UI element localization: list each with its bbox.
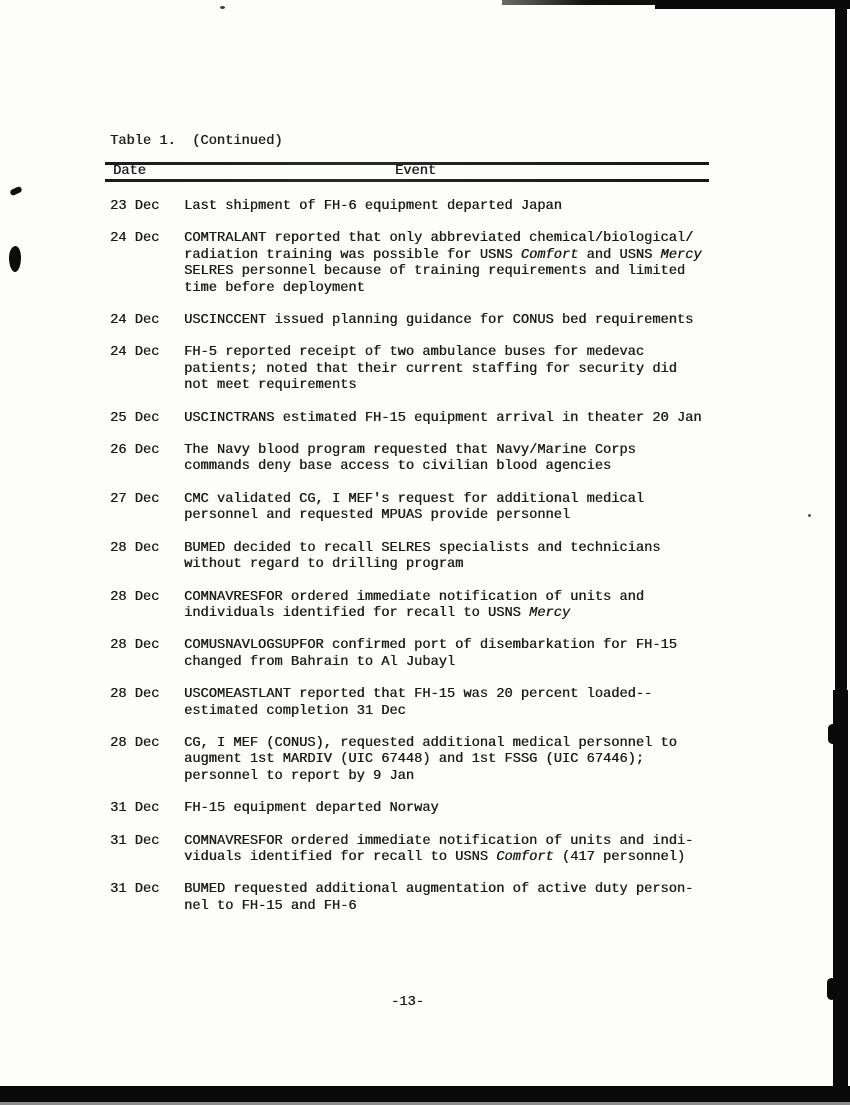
row-date: 28 Dec	[110, 540, 160, 556]
row-event	[184, 687, 722, 720]
event-line: COMNAVRESFOR ordered immediate notification of units and	[184, 589, 644, 605]
scan-artifact-dot	[220, 6, 225, 9]
table-row	[110, 199, 722, 215]
row-event	[184, 492, 722, 525]
table-row	[110, 345, 722, 394]
event-line: viduals identified for recall to USNS Comfort (417 personnel)	[184, 849, 686, 865]
column-header-date: Date	[113, 164, 146, 179]
table-row	[110, 687, 722, 720]
event-line: patients; noted that their current staffing for security did	[184, 361, 677, 377]
scan-artifact-bottom-edge-bar	[0, 1086, 850, 1102]
scan-artifact-right-bar-bump	[827, 978, 836, 1000]
row-event	[184, 199, 722, 215]
event-line: personnel and requested MPUAS provide personnel	[184, 508, 571, 524]
event-line: FH-5 reported receipt of two ambulance buses for medevac	[184, 345, 644, 361]
row-event	[184, 541, 722, 574]
column-header-event: Event	[395, 164, 437, 179]
event-line: not meet requirements	[184, 378, 357, 394]
event-line: estimated completion 31 Dec	[184, 703, 406, 719]
row-date: 31 Dec	[110, 833, 160, 849]
event-line: SELRES personnel because of training requirements and limited	[184, 264, 686, 280]
event-line: USCINCTRANS estimated FH-15 equipment arrival in theater 20 Jan	[184, 410, 702, 426]
event-line: CMC validated CG, I MEF's request for additional medical	[184, 491, 644, 507]
table-row	[110, 443, 722, 476]
scan-artifact-ink-mark	[9, 186, 22, 197]
table-header-rule-bottom	[105, 179, 709, 182]
row-date: 25 Dec	[110, 410, 160, 426]
table-row	[110, 590, 722, 623]
table-title: Table 1. (Continued)	[110, 134, 283, 149]
event-line: augment 1st MARDIV (UIC 67448) and 1st FSSG (UIC 67446);	[184, 752, 644, 768]
row-event	[184, 345, 722, 394]
table-row	[110, 411, 722, 427]
row-date: 31 Dec	[110, 801, 160, 817]
scan-artifact-ink-blot	[9, 246, 21, 272]
row-date: 28 Dec	[110, 589, 160, 605]
table-row	[110, 834, 722, 867]
table-row	[110, 541, 722, 574]
event-line: COMUSNAVLOGSUPFOR confirmed port of disembarkation for FH-15	[184, 638, 677, 654]
table-row	[110, 882, 722, 915]
row-event	[184, 882, 722, 915]
event-line: BUMED requested additional augmentation of active duty person-	[184, 882, 694, 898]
event-line: COMTRALANT reported that only abbreviated chemical/biological/	[184, 231, 694, 247]
row-event	[184, 411, 722, 427]
table-row	[110, 313, 722, 329]
event-line: personnel to report by 9 Jan	[184, 768, 414, 784]
row-date: 28 Dec	[110, 638, 160, 654]
event-line: COMNAVRESFOR ordered immediate notification of units and indi-	[184, 833, 694, 849]
scan-artifact-right-bar-bump	[828, 724, 837, 744]
row-date: 28 Dec	[110, 687, 160, 703]
scan-artifact-speck	[808, 514, 811, 517]
row-event	[184, 638, 722, 671]
row-event	[184, 313, 722, 329]
table-row	[110, 231, 722, 297]
event-line: The Navy blood program requested that Navy/Marine Corps	[184, 443, 636, 459]
event-line: individuals identified for recall to USNS Mercy	[184, 605, 571, 621]
table-row	[110, 801, 722, 817]
event-line: BUMED decided to recall SELRES specialists and technicians	[184, 540, 661, 556]
row-event	[184, 590, 722, 623]
scan-artifact-top-edge-line-thick	[655, 0, 850, 9]
row-event	[184, 736, 722, 785]
row-date: 28 Dec	[110, 735, 160, 751]
scan-artifact-right-edge-bar-lower	[833, 690, 848, 1105]
table-row	[110, 638, 722, 671]
event-line: FH-15 equipment departed Norway	[184, 801, 439, 817]
row-event	[184, 834, 722, 867]
table-body	[110, 199, 722, 931]
row-date: 31 Dec	[110, 882, 160, 898]
row-date: 27 Dec	[110, 491, 160, 507]
row-event	[184, 231, 722, 297]
row-event	[184, 801, 722, 817]
row-date: 26 Dec	[110, 443, 160, 459]
page-number: -13-	[391, 995, 424, 1010]
event-line: USCOMEASTLANT reported that FH-15 was 20 percent loaded--	[184, 687, 653, 703]
event-line: radiation training was possible for USNS Comfort and USNS Mercy	[184, 247, 702, 263]
event-line: CG, I MEF (CONUS), requested additional medical personnel to	[184, 735, 677, 751]
row-date: 24 Dec	[110, 313, 160, 329]
event-line: without regard to drilling program	[184, 557, 464, 573]
row-date: 24 Dec	[110, 231, 160, 247]
table-row	[110, 492, 722, 525]
row-date: 24 Dec	[110, 345, 160, 361]
event-line: time before deployment	[184, 280, 365, 296]
event-line: commands deny base access to civilian blood agencies	[184, 459, 612, 475]
event-line: Last shipment of FH-6 equipment departed Japan	[184, 199, 562, 214]
event-line: nel to FH-15 and FH-6	[184, 898, 357, 914]
event-line: changed from Bahrain to Al Jubayl	[184, 654, 456, 670]
row-event	[184, 443, 722, 476]
event-line: USCINCCENT issued planning guidance for CONUS bed requirements	[184, 313, 694, 329]
table-row	[110, 736, 722, 785]
row-date: 23 Dec	[110, 199, 160, 214]
